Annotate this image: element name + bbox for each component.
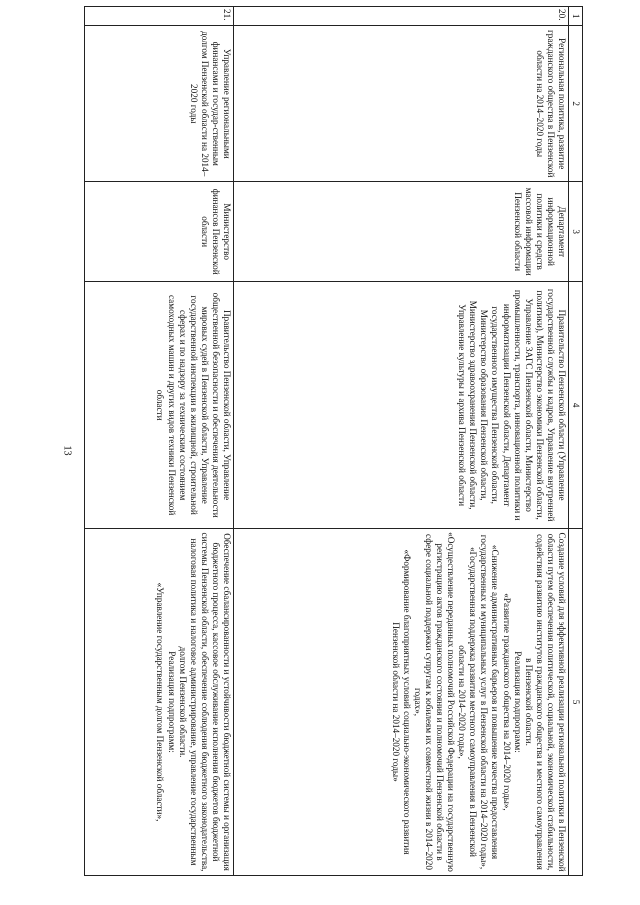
subprogram-item: «Снижение административных барьеров и повышение качества предоставления государственных и муниципальных услуг в Пензенской области на 2014–2020 годы», (479, 534, 501, 870)
header-row (569, 7, 583, 876)
goals-intro: Создание условий для эффективной реализации региональной политики в Пензенской области путем обеспечения политической, социальной, экономической стабильности, содействия развитию институтов гражданского общества и местного самоуправления в Пензенской области. (523, 532, 567, 872)
co-executors: Правительство Пензенской области, Управление общественной безопасности и обеспечения деятельности мировых судей в Пензенской области, Управление государственной инспекции в жилищной, строительной сферах и по надзору за техническим состоянием самоходных машин и других видов техники Пензенской области (85, 282, 234, 529)
program-goals (85, 528, 234, 875)
subprograms-title: Реализация подпрограмм: (512, 651, 523, 753)
table-row (234, 7, 569, 876)
rotated-table-container (89, 6, 583, 876)
responsible-executor: Департамент информационной политики и средств массовой информации Пензенской области (234, 182, 569, 282)
subprogram-item: «Государственная поддержка развития местного самоуправления в Пензенской области на 2014–2020 годы», (457, 547, 479, 857)
column-header-3: 3 (569, 182, 583, 282)
table-row (85, 7, 234, 876)
responsible-executor: Министерство финансов Пензенской области (85, 182, 234, 282)
programs-table (84, 6, 583, 876)
program-name: Управление региональными финансами и государ-ственным долгом Пензенской области на 2014–2020 годы (85, 26, 234, 182)
column-header-1: 1 (569, 7, 583, 26)
subprogram-item: «Развитие гражданского общества на 2014–2020 годы», (501, 593, 512, 811)
page-number: 13 (61, 445, 73, 456)
row-number: 21. (85, 7, 234, 26)
column-header-5: 5 (569, 528, 583, 875)
subprogram-item: «Управление государственным долгом Пензенской области», (155, 582, 166, 822)
subprogram-item: «Формирование благоприятных условий социально-экономического развития Пензенской области на 2014–2020 годы» (390, 549, 412, 855)
subprogram-item: «Осуществление переданных полномочий Российской Федерации на государственную регистрацию актов гражданского состояния и полномочий Пензенской области в сфере социальной поддержки супругам к юбилеям их совместной жизни в 2014–2020 годах», (412, 532, 457, 872)
program-name: Региональная политика, развитие гражданского общества в Пензенской области на 2014–2020 годы (234, 26, 569, 182)
row-number: 20. (234, 7, 569, 26)
co-executors: Правительство Пензенской области (Управление государственной службы и кадров, Управление внутренней политики), Министерство экономики Пензенской области, Управление ЗАГС Пензенской области, Министерство промышленности, транспорта, инновационной политики и информатизации Пензенской области, Департамент государственного имущества Пензенской области, Министерство образования Пензенской области, Министерство здравоохранения Пензенской области, Управление культуры и архива Пензенской области (234, 282, 569, 529)
column-header-2: 2 (569, 26, 583, 182)
program-goals (234, 528, 569, 875)
column-header-4: 4 (569, 282, 583, 529)
goals-intro: Обеспечение сбалансированности и устойчивости бюджетной системы и организация бюджетного процесса, кассовое обслуживание исполнения бюджетов бюджетной системы Пензенской области, обеспечение соблюдения бюджетного законодательства, налоговая политика и налоговое администрирование, управление государственным долгом Пензенской области. (177, 532, 232, 872)
subprograms-title: Реализация подпрограмм: (166, 651, 177, 753)
